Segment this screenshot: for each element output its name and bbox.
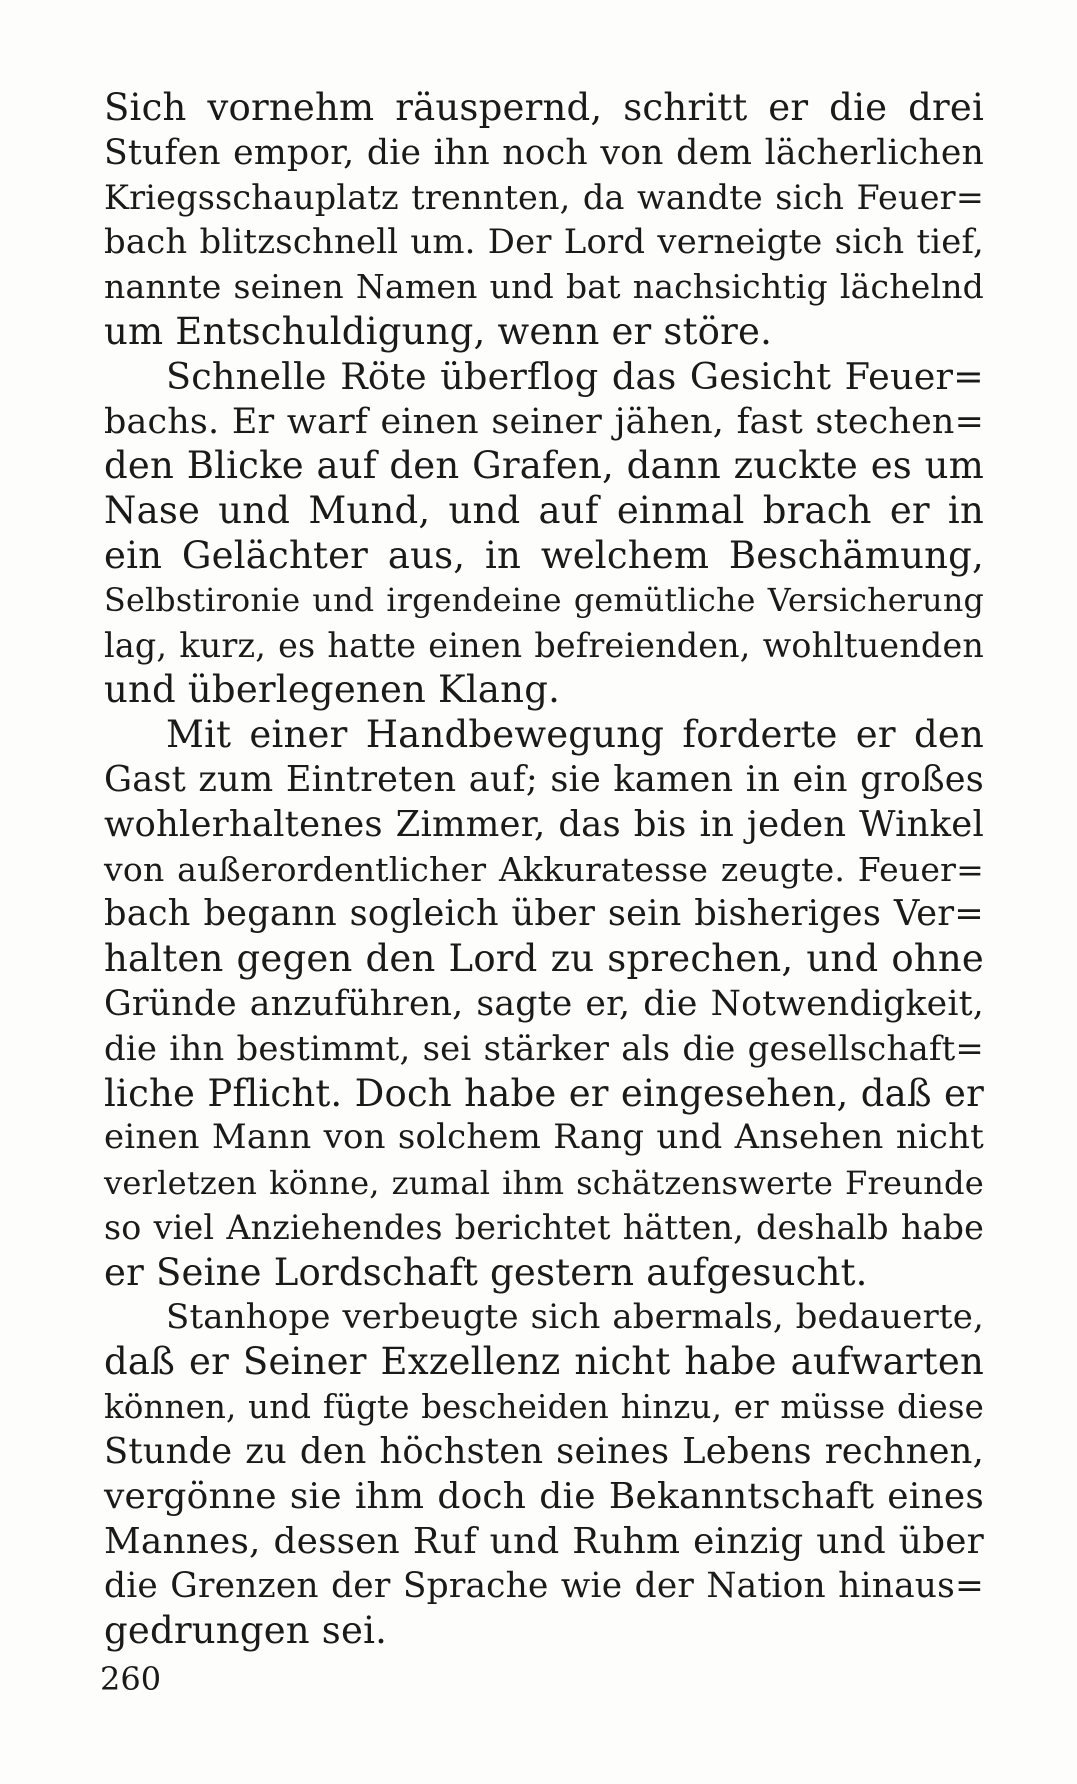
text-line: von außerordentlicher Akkuratesse zeugte. Feuer= <box>104 849 984 889</box>
text-line: ein Gelächter aus, in welchem Beschämung, <box>104 533 984 577</box>
text-line: bach blitzschnell um. Der Lord verneigte sich tief, <box>104 222 984 262</box>
text-line: Schnelle Röte überflog das Gesicht Feuer= <box>166 354 984 398</box>
text-line: Kriegsschauplatz trennten, da wandte sich Feuer= <box>104 177 984 217</box>
text-line: Sich vornehm räuspernd, schritt er die drei <box>104 86 984 129</box>
text-line: Stanhope verbeugte sich abermals, bedauerte, <box>166 1297 984 1337</box>
text-line: daß er Seiner Exzellenz nicht habe aufwarten <box>104 1340 984 1384</box>
text-line: einen Mann von solchem Rang und Ansehen nicht <box>104 1118 984 1158</box>
text-line: Selbstironie und irgendeine gemütliche Versicherung <box>104 582 984 619</box>
text-line: halten gegen den Lord zu sprechen, und ohne <box>104 937 984 981</box>
text-line: gedrungen sei. <box>104 1609 388 1653</box>
text-line: den Blicke auf den Grafen, dann zuckte es um <box>104 444 984 488</box>
text-line: bach begann sogleich über sein bisheriges Ver= <box>104 893 984 935</box>
text-line: können, und fügte bescheiden hinzu, er müsse diese <box>104 1388 984 1427</box>
text-line: Stunde zu den höchsten seines Lebens rechnen, <box>104 1430 984 1472</box>
text-line: lag, kurz, es hatte einen befreienden, wohltuenden <box>104 625 984 665</box>
text-line: wohlerhaltenes Zimmer, das bis in jeden Winkel <box>104 803 984 845</box>
text-line: Gründe anzuführen, sagte er, die Notwendigkeit, <box>104 983 984 1024</box>
text-line: Mit einer Handbewegung forderte er den <box>166 713 984 757</box>
text-line: er Seine Lordschaft gestern aufgesucht. <box>104 1250 868 1294</box>
text-line: so viel Anziehendes berichtet hätten, deshalb habe <box>104 1207 984 1247</box>
text-line: nannte seinen Namen und bat nachsichtig lächelnd <box>104 267 984 307</box>
text-line: die Grenzen der Sprache wie der Nation hinaus= <box>104 1566 984 1607</box>
text-line: liche Pflicht. Doch habe er eingesehen, daß er <box>104 1071 984 1115</box>
text-line: vergönne sie ihm doch die Bekanntschaft eines <box>104 1475 984 1517</box>
text-line: die ihn bestimmt, sei stärker als die gesellschaft= <box>104 1028 984 1068</box>
text-line: bachs. Er warf einen seiner jähen, fast stechen= <box>104 401 984 442</box>
text-line: Mannes, dessen Ruf und Ruhm einzig und über <box>104 1520 984 1562</box>
text-line: verletzen könne, zumal ihm schätzenswerte Freunde <box>104 1164 984 1203</box>
page-number: 260 <box>100 1660 162 1698</box>
text-line: und überlegenen Klang. <box>104 668 561 712</box>
text-line: Gast zum Eintreten auf; sie kamen in ein großes <box>104 758 984 800</box>
text-line: um Entschuldigung, wenn er störe. <box>104 309 773 353</box>
body-text <box>104 86 984 1654</box>
text-line: Nase und Mund, und auf einmal brach er in <box>104 489 984 533</box>
text-line: Stufen empor, die ihn noch von dem lächerlichen <box>104 132 984 173</box>
